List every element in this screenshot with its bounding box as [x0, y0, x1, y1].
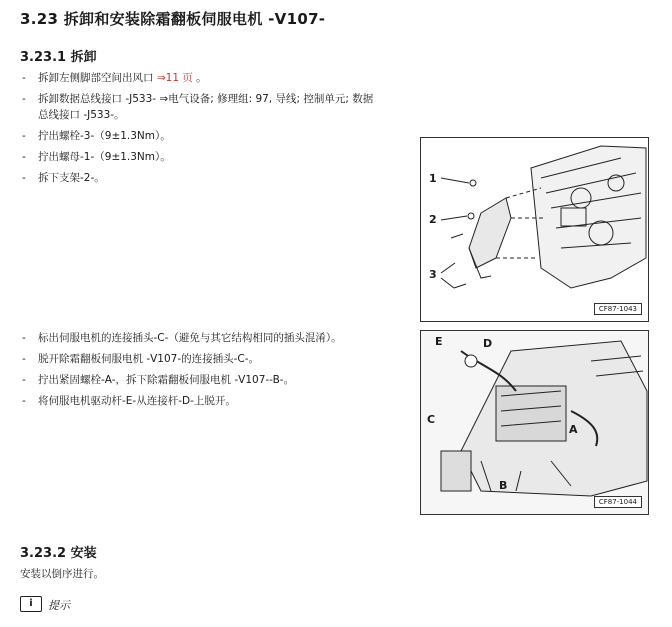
list-item: - 标出伺服电机的连接插头-C-（避免与其它结构相同的插头混淆）。	[22, 332, 342, 344]
callout-E: E	[435, 335, 443, 348]
callout-A: A	[569, 423, 578, 436]
info-icon: i	[20, 596, 42, 612]
callout-1: 1	[429, 172, 437, 185]
list-item: - 将伺服电机驱动杆-E-从连接杆-D-上脱开。	[22, 395, 236, 407]
callout-2: 2	[429, 213, 437, 226]
list-item: - 拆卸左侧脚部空间出风口 ⇒11 页 。	[22, 72, 207, 84]
callout-B: B	[499, 479, 508, 492]
list-item: - 拆卸数据总线接口 -J533- ⇒电气设备; 修理组: 97, 导线; 控制单元; 数据总线接口 -J533-。	[22, 93, 374, 121]
callout-C: C	[427, 413, 436, 426]
callout-D: D	[483, 337, 493, 350]
figure-servo-motor	[420, 330, 649, 515]
section-heading-removal: 3.23.1 拆卸	[20, 50, 97, 65]
note-label: 提示	[48, 599, 70, 612]
list-item: - 拧出紧固螺栓-A-，拆下除霜翻板伺服电机 -V107--B-。	[22, 374, 295, 386]
list-item: - 拧出螺栓-3-（9±1.3Nm）。	[22, 130, 171, 142]
list-item: - 脱开除霜翻板伺服电机 -V107-的连接插头-C-。	[22, 353, 260, 365]
list-item: - 拆下支架-2-。	[22, 172, 105, 184]
figure-bracket-illustration	[421, 138, 648, 321]
list-item: - 拧出螺母-1-（9±1.3Nm）。	[22, 151, 171, 163]
page-link[interactable]: ⇒11 页	[156, 72, 193, 84]
figure-label: CF87-1044	[594, 496, 642, 508]
figure-label: CF87-1043	[594, 303, 642, 315]
removal-steps-b	[22, 330, 392, 414]
figure-bracket-removal	[420, 137, 649, 322]
figure-servo-illustration	[421, 331, 648, 514]
installation-text: 安装以倒序进行。	[20, 568, 104, 580]
callout-3: 3	[429, 268, 437, 281]
page-title: 3.23 拆卸和安装除霜翻板伺服电机 -V107-	[20, 10, 326, 28]
removal-steps-a	[22, 70, 382, 191]
section-heading-installation: 3.23.2 安装	[20, 546, 97, 561]
